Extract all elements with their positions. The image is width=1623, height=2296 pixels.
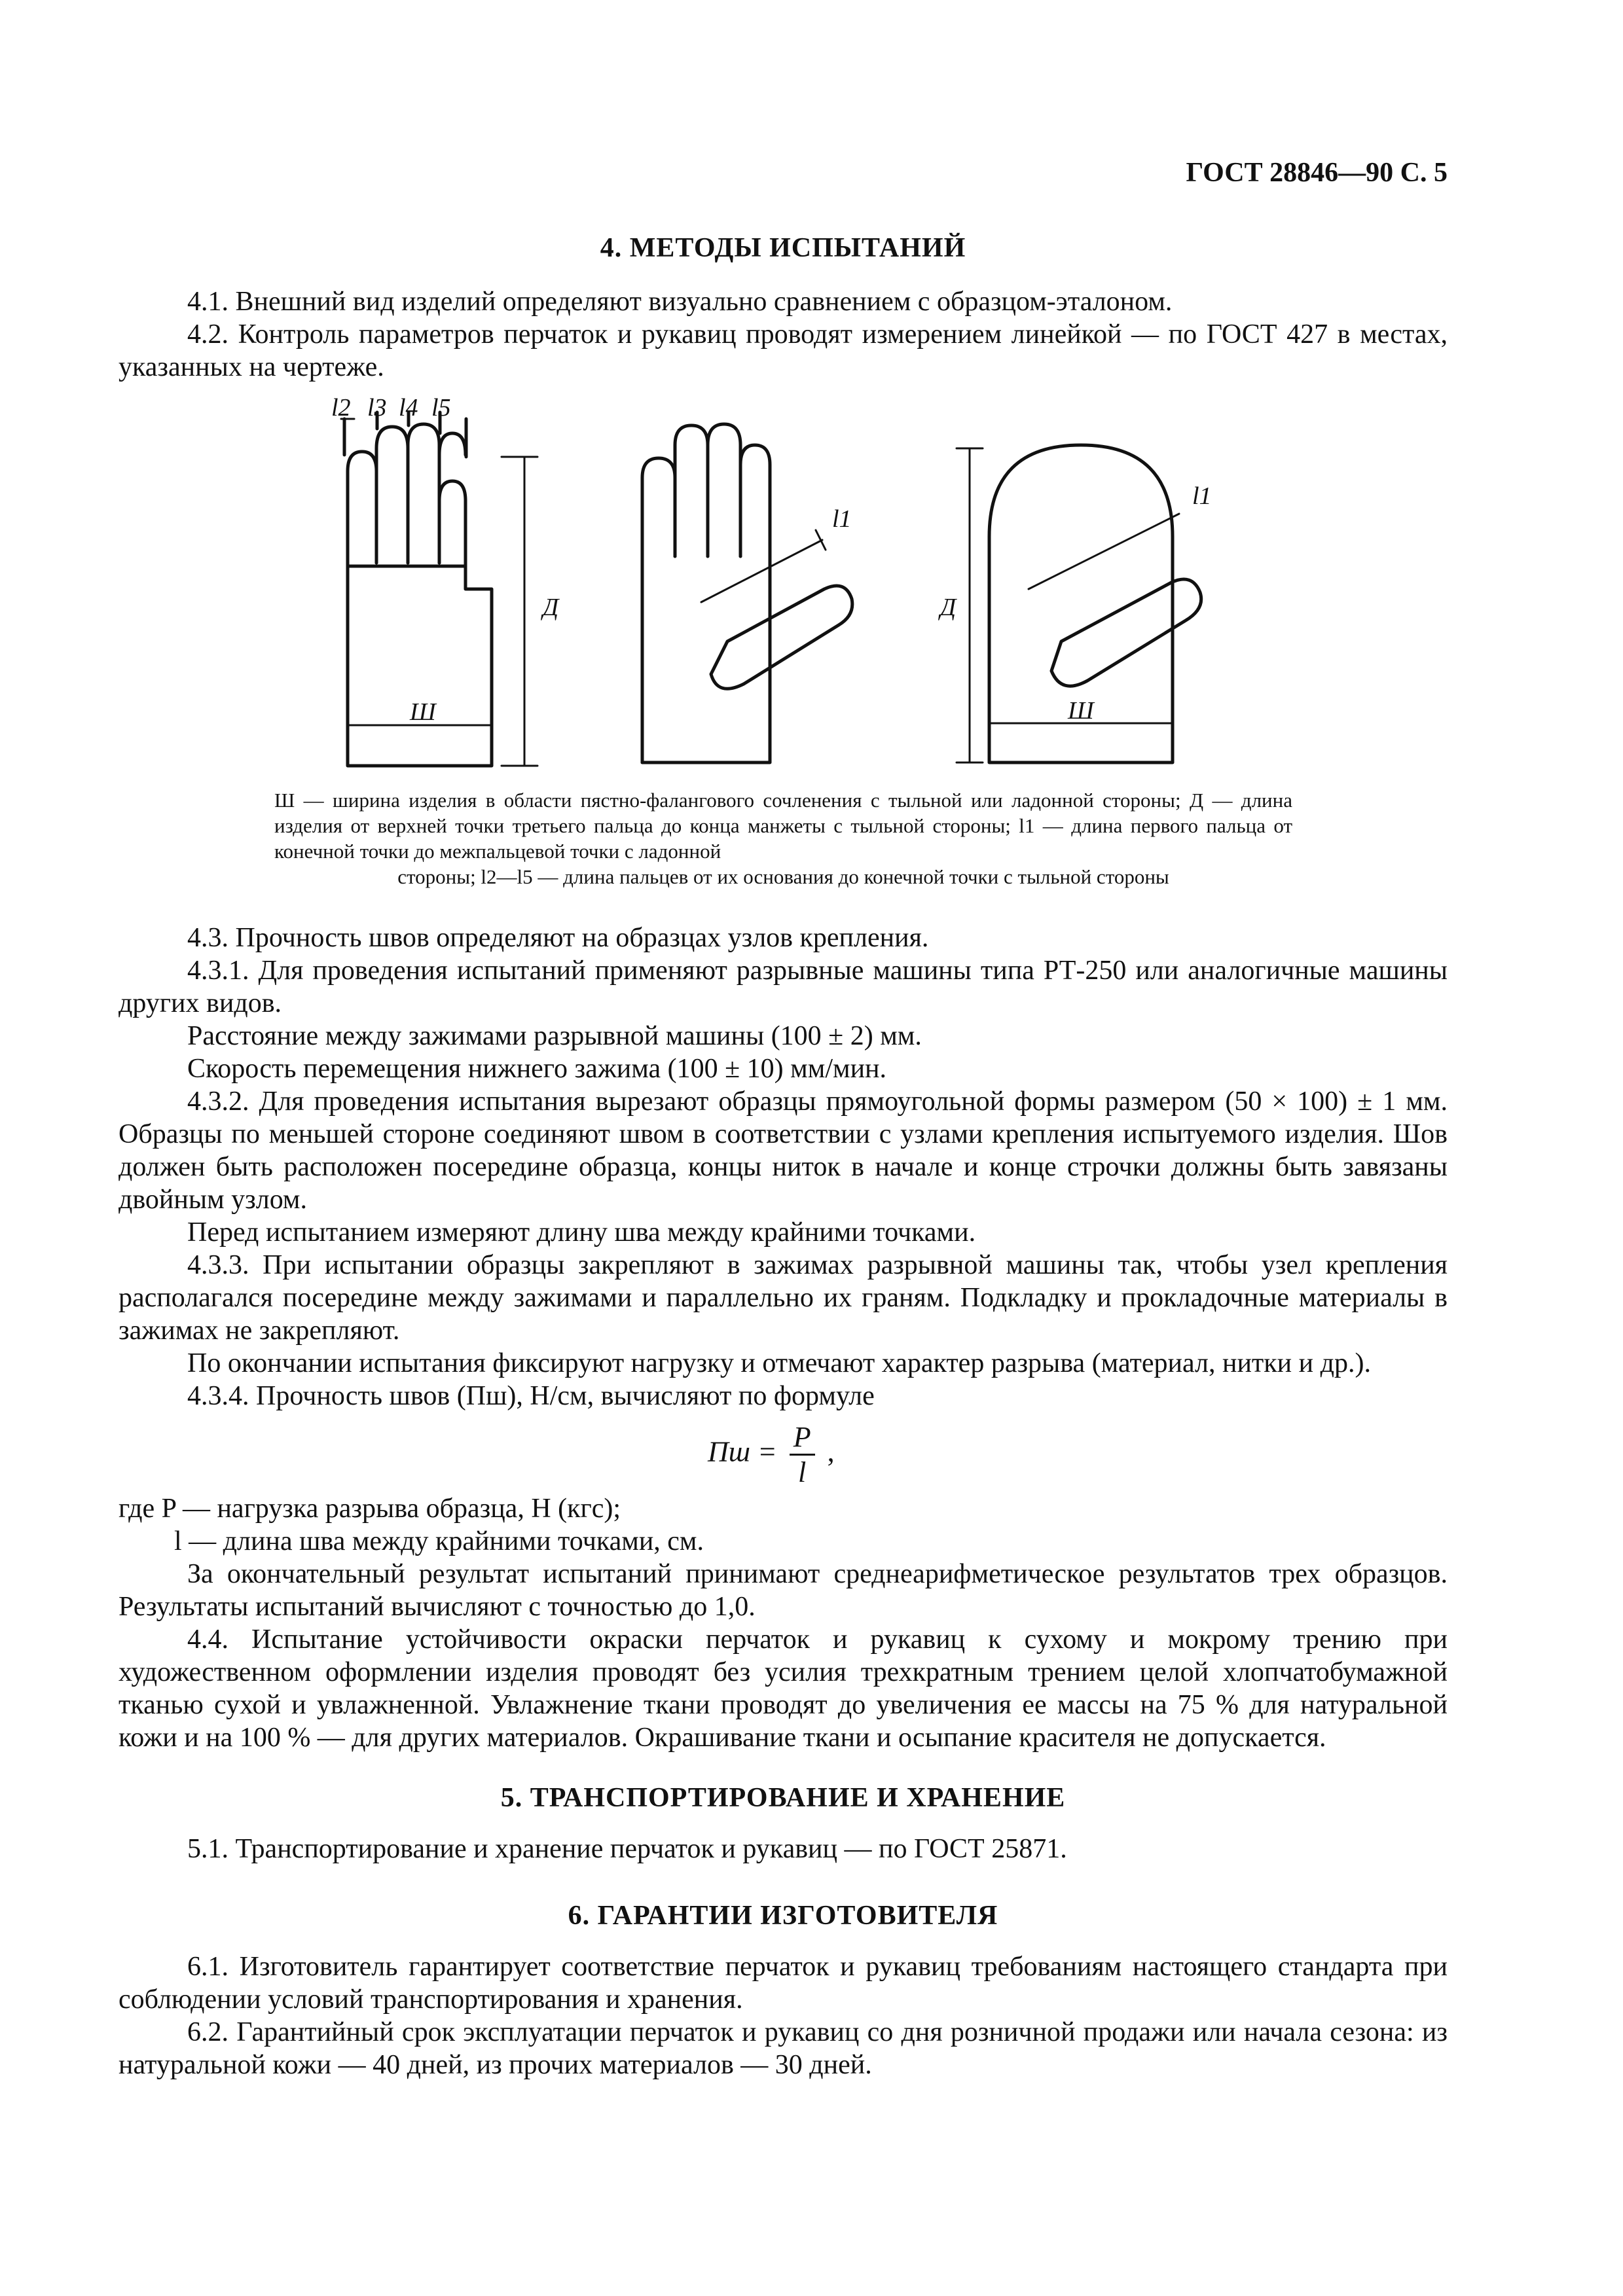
glove-palm-drawing	[642, 424, 852, 762]
paragraph-final-result: За окончательный результат испытаний принимают среднеарифметическое результатов трех образцов. Результаты испытаний вычисляют с точностью до 1,0.	[119, 1559, 1448, 1622]
glove-diagram	[119, 393, 1448, 785]
paragraph-4-2: 4.2. Контроль параметров перчаток и рукавиц проводят измерением линейкой — по ГОСТ 427 в местах, указанных на чертеже.	[119, 319, 1448, 382]
paragraph-before-test: Перед испытанием измеряют длину шва между крайними точками.	[187, 1217, 976, 1247]
paragraph-5-1: 5.1. Транспортирование и хранение перчаток и рукавиц — по ГОСТ 25871.	[187, 1834, 1067, 1864]
paragraph-4-3-1: 4.3.1. Для проведения испытаний применяют разрывные машины типа РТ-250 или аналогичные машины других видов.	[119, 956, 1448, 1018]
glove-measurement-figure	[119, 393, 1448, 785]
paragraph-4-3: 4.3. Прочность швов определяют на образцах узлов крепления.	[187, 923, 929, 953]
legend-l: l — длина шва между крайними точками, см.	[174, 1526, 704, 1556]
paragraph-distance: Расстояние между зажимами разрывной машины (100 ± 2) мм.	[187, 1021, 922, 1051]
label-l1-glove: l1	[832, 505, 852, 533]
label-Sh-mitten: Ш	[1068, 697, 1094, 725]
label-D-glove: Д	[543, 594, 559, 621]
seam-strength-formula	[708, 1420, 835, 1489]
section-4-title: 4. МЕТОДЫ ИСПЫТАНИЙ	[600, 233, 966, 263]
formula-numerator: P	[790, 1420, 815, 1456]
document-page	[119, 0, 1448, 2296]
label-l5: l5	[431, 394, 451, 422]
paragraph-speed: Скорость перемещения нижнего зажима (100 ± 10) мм/мин.	[187, 1054, 887, 1084]
label-l3: l3	[367, 394, 387, 422]
paragraph-6-2: 6.2. Гарантийный срок эксплуатации перчаток и рукавиц со дня розничной продажи или начала сезона: из натуральной кожи — 40 дней, из прочих материалов — 30 дней.	[119, 2017, 1448, 2080]
formula-denominator: l	[798, 1456, 807, 1488]
label-l2: l2	[331, 394, 351, 422]
paragraph-4-3-4: 4.3.4. Прочность швов (Пш), Н/см, вычисляют по формуле	[187, 1381, 875, 1411]
paragraph-4-3-2: 4.3.2. Для проведения испытания вырезают образцы прямоугольной формы размером (50 × 100) ± 1 мм. Образцы по меньшей стороне соединяют швом в соответствии с узлами крепления испытуемого изделия. Шов должен быть расположен посередине образца, концы ниток в начале и конце строчки должны быть завязаны двойным узлом.	[119, 1086, 1448, 1215]
paragraph-6-1: 6.1. Изготовитель гарантирует соответствие перчаток и рукавиц требованиям настоящего стандарта при соблюдении условий транспортирования и хранения.	[119, 1952, 1448, 2015]
figure-caption-line1: Ш — ширина изделия в области пястно-фалангового сочленения с тыльной или ладонной стороны; Д — длина изделия от верхней точки третьего пальца до конца манжеты с тыльной стороны; l1 — длина первого пальца от конечной точки до межпальцевой точки с ладонной	[274, 789, 1292, 863]
paragraph-4-1: 4.1. Внешний вид изделий определяют визуально сравнением с образцом-эталоном.	[187, 287, 1173, 317]
legend-P: где P — нагрузка разрыва образца, Н (кгс);	[119, 1494, 621, 1524]
label-D-mitten: Д	[940, 594, 957, 621]
formula-lhs: Пш =	[708, 1435, 777, 1468]
section-6-title: 6. ГАРАНТИИ ИЗГОТОВИТЕЛЯ	[568, 1901, 998, 1931]
label-Sh-glove: Ш	[410, 698, 436, 726]
label-l1-mitten: l1	[1192, 482, 1212, 510]
section-5-title: 5. ТРАНСПОРТИРОВАНИЕ И ХРАНЕНИЕ	[500, 1783, 1066, 1813]
formula-tail: ,	[827, 1435, 835, 1468]
figure-caption-line2: стороны; l2—l5 — длина пальцев от их основания до конечной точки с тыльной стороны	[397, 865, 1169, 888]
paragraph-test-end: По окончании испытания фиксируют нагрузку и отмечают характер разрыва (материал, нитки и др.).	[187, 1348, 1371, 1378]
label-l4: l4	[399, 394, 418, 422]
paragraph-4-3-3: 4.3.3. При испытании образцы закрепляют в зажимах разрывной машины так, чтобы узел крепления располагался посередине между зажимами и параллельно их граням. Подкладку и прокладочные материалы в зажимах не закрепляют.	[119, 1250, 1448, 1346]
document-header: ГОСТ 28846—90 С. 5	[1186, 158, 1448, 188]
figure-caption	[274, 787, 1292, 889]
paragraph-4-4: 4.4. Испытание устойчивости окраски перчаток и рукавиц к сухому и мокрому трению при художественном оформлении изделия проводят без усилия трехкратным трением целой хлопчатобумажной тканью сухой и увлажненной. Увлажнение ткани проводят до увеличения ее массы на 75 % для натуральной кожи и на 100 % — для других материалов. Окрашивание ткани и осыпание красителя не допускается.	[119, 1624, 1448, 1753]
glove-back-drawing	[341, 412, 538, 766]
